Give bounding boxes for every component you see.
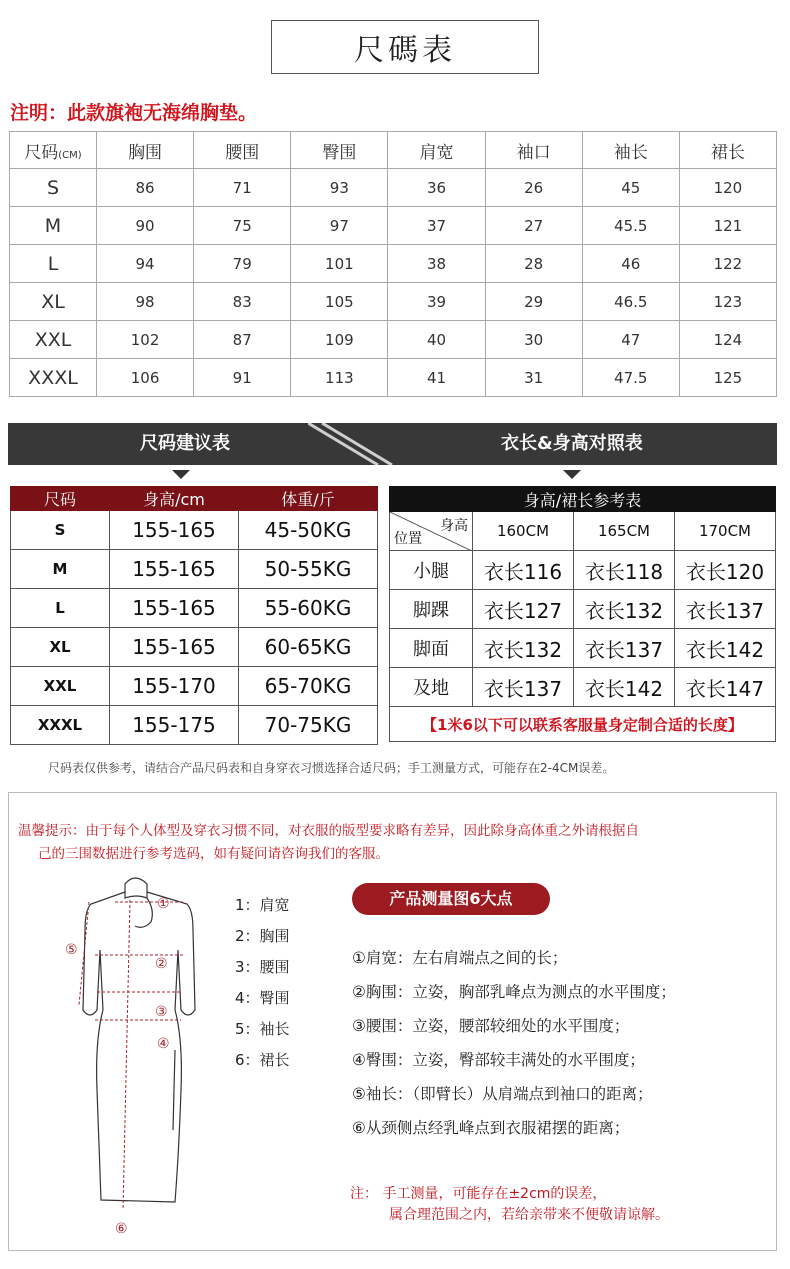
column-header: 165CM xyxy=(573,512,674,551)
legend-item: 6：裙长 xyxy=(235,1051,290,1069)
table-cell: 124 xyxy=(679,321,776,359)
legend-item: 5：袖长 xyxy=(235,1020,290,1038)
table-row xyxy=(10,245,777,283)
table-row xyxy=(10,359,777,397)
column-header: 160CM xyxy=(473,512,574,551)
table-row xyxy=(10,283,777,321)
table-cell: 28 xyxy=(485,245,582,283)
header-size-unit: (CM) xyxy=(58,149,82,161)
weight-cell: 55-60KG xyxy=(239,589,378,628)
table-cell: 106 xyxy=(97,359,194,397)
table-cell: 37 xyxy=(388,207,485,245)
position-cell: 脚踝 xyxy=(390,590,473,629)
table-cell: 71 xyxy=(194,169,291,207)
table-cell: 41 xyxy=(388,359,485,397)
size-cell: L xyxy=(10,245,97,283)
size-cell: XXXL xyxy=(10,359,97,397)
table-cell: 98 xyxy=(97,283,194,321)
size-cell: XL xyxy=(10,283,97,321)
table-cell: 40 xyxy=(388,321,485,359)
length-cell: 衣长142 xyxy=(573,668,674,707)
table-row xyxy=(10,169,777,207)
table-row xyxy=(390,551,776,590)
diagram-marker: ⑤ xyxy=(65,942,78,958)
size-cell: S xyxy=(10,169,97,207)
table-cell: 38 xyxy=(388,245,485,283)
height-cell: 155-170 xyxy=(110,667,239,706)
table-row xyxy=(390,590,776,629)
table-cell: 36 xyxy=(388,169,485,207)
table-row xyxy=(11,511,378,550)
size-cell: M xyxy=(11,550,110,589)
recommend-header-row xyxy=(11,487,378,511)
tips-line-2: 己的三围数据进行参考选码，如有疑问请咨询我们的客服。 xyxy=(38,846,389,862)
header-size-cell xyxy=(10,132,97,169)
length-cell: 衣长147 xyxy=(674,668,775,707)
table-row xyxy=(11,550,378,589)
size-cell: S xyxy=(11,511,110,550)
down-arrow-icon xyxy=(172,470,190,479)
weight-cell: 45-50KG xyxy=(239,511,378,550)
corner-top-label: 身高 xyxy=(440,518,468,534)
length-table-title: 身高/裙长参考表 xyxy=(390,487,776,512)
diagram-marker: ③ xyxy=(155,1004,168,1020)
header-cell: 袖长 xyxy=(582,132,679,169)
table-cell: 121 xyxy=(679,207,776,245)
weight-cell: 60-65KG xyxy=(239,628,378,667)
table-cell: 30 xyxy=(485,321,582,359)
length-cell: 衣长132 xyxy=(473,629,574,668)
banner-stripe-decoration xyxy=(308,423,428,465)
height-cell: 155-175 xyxy=(110,706,239,745)
table-cell: 45 xyxy=(582,169,679,207)
length-cell: 衣长132 xyxy=(573,590,674,629)
page-title: 尺碼表 xyxy=(271,20,539,74)
table-cell: 29 xyxy=(485,283,582,321)
table-cell: 39 xyxy=(388,283,485,321)
header-size-label: 尺码 xyxy=(24,142,59,163)
length-cell: 衣长116 xyxy=(473,551,574,590)
corner-bottom-label: 位置 xyxy=(394,531,422,547)
header-cell: 腰围 xyxy=(194,132,291,169)
header-cell: 尺码 xyxy=(11,487,110,511)
table-cell: 97 xyxy=(291,207,388,245)
size-cell: L xyxy=(11,589,110,628)
size-cell: XXL xyxy=(10,321,97,359)
length-cell: 衣长137 xyxy=(473,668,574,707)
size-cell: M xyxy=(10,207,97,245)
size-recommend-table xyxy=(10,486,378,745)
length-cell: 衣长137 xyxy=(573,629,674,668)
length-cell: 衣长120 xyxy=(674,551,775,590)
dress-outline xyxy=(83,878,195,1202)
table-cell: 27 xyxy=(485,207,582,245)
height-cell: 155-165 xyxy=(110,550,239,589)
length-table-title-row xyxy=(390,487,776,512)
table-cell: 75 xyxy=(194,207,291,245)
corner-diagonal-cell xyxy=(390,512,473,551)
header-cell: 臀围 xyxy=(291,132,388,169)
diagram-marker: ② xyxy=(155,956,168,972)
weight-cell: 70-75KG xyxy=(239,706,378,745)
height-cell: 155-165 xyxy=(110,628,239,667)
weight-cell: 65-70KG xyxy=(239,667,378,706)
warm-tips xyxy=(18,820,774,866)
header-cell: 肩宽 xyxy=(388,132,485,169)
banner-left-label: 尺码建议表 xyxy=(140,433,230,454)
length-cell: 衣长127 xyxy=(473,590,574,629)
table-row xyxy=(10,321,777,359)
table-cell: 105 xyxy=(291,283,388,321)
header-cell: 胸围 xyxy=(97,132,194,169)
legend-item: 4：臀围 xyxy=(235,989,290,1007)
banner-right-label: 衣长&身高对照表 xyxy=(501,433,643,454)
diagram-marker: ① xyxy=(157,896,170,912)
table-cell: 83 xyxy=(194,283,291,321)
table-cell: 109 xyxy=(291,321,388,359)
length-cell: 衣长118 xyxy=(573,551,674,590)
table-cell: 125 xyxy=(679,359,776,397)
legend-item: 1：肩宽 xyxy=(235,896,290,914)
header-cell: 袖口 xyxy=(485,132,582,169)
measure-desc-item: ③腰围：立姿，腰部较细处的水平围度； xyxy=(352,1017,630,1035)
table-cell: 46 xyxy=(582,245,679,283)
table-cell: 26 xyxy=(485,169,582,207)
size-cell: XXXL xyxy=(11,706,110,745)
measure-desc-item: ①肩宽：左右肩端点之间的长； xyxy=(352,949,568,967)
table-cell: 47 xyxy=(582,321,679,359)
length-height-table xyxy=(389,486,776,742)
measure-title-pill: 产品测量图6大点 xyxy=(352,883,550,915)
measure-desc-item: ⑥从颈侧点经乳峰点到衣服裙摆的距离； xyxy=(352,1119,630,1137)
table-cell: 45.5 xyxy=(582,207,679,245)
weight-cell: 50-55KG xyxy=(239,550,378,589)
measure-note-line-2: 属合理范围之内，若给亲带来不便敬请谅解。 xyxy=(389,1207,669,1223)
table-cell: 93 xyxy=(291,169,388,207)
tips-line-1: 温馨提示：由于每个人体型及穿衣习惯不同，对衣服的版型要求略有差异，因此除身高体重之外请根据自 xyxy=(18,823,639,839)
size-cell: XL xyxy=(11,628,110,667)
custom-length-note: 【1米6以下可以联系客服量身定制合适的长度】 xyxy=(390,707,776,742)
header-cell: 体重/斤 xyxy=(239,487,378,511)
table-cell: 47.5 xyxy=(582,359,679,397)
table-cell: 123 xyxy=(679,283,776,321)
legend-item: 2：胸围 xyxy=(235,927,290,945)
height-cell: 155-165 xyxy=(110,589,239,628)
header-cell: 身高/cm xyxy=(110,487,239,511)
table-row xyxy=(11,667,378,706)
table-row xyxy=(11,589,378,628)
position-cell: 小腿 xyxy=(390,551,473,590)
size-disclaimer: 尺码表仅供参考，请结合产品尺码表和自身穿衣习惯选择合适尺码；手工测量方式，可能存在2-4CM误差。 xyxy=(48,761,615,775)
height-cell: 155-165 xyxy=(110,511,239,550)
length-cell: 衣长137 xyxy=(674,590,775,629)
size-table-header-row xyxy=(10,132,777,169)
position-cell: 脚面 xyxy=(390,629,473,668)
table-cell: 87 xyxy=(194,321,291,359)
section-banner xyxy=(8,423,777,465)
diagram-marker: ④ xyxy=(157,1036,170,1052)
table-cell: 91 xyxy=(194,359,291,397)
table-row xyxy=(10,207,777,245)
table-cell: 79 xyxy=(194,245,291,283)
table-cell: 94 xyxy=(97,245,194,283)
header-cell: 裙长 xyxy=(679,132,776,169)
table-cell: 120 xyxy=(679,169,776,207)
size-table xyxy=(9,131,777,397)
table-row xyxy=(390,629,776,668)
table-cell: 122 xyxy=(679,245,776,283)
table-cell: 101 xyxy=(291,245,388,283)
table-cell: 86 xyxy=(97,169,194,207)
table-cell: 31 xyxy=(485,359,582,397)
dress-measurement-diagram xyxy=(55,870,225,1240)
measure-desc-item: ②胸围：立姿，胸部乳峰点为测点的水平围度； xyxy=(352,983,676,1001)
measure-desc-item: ④臀围：立姿，臀部较丰满处的水平围度； xyxy=(352,1051,645,1069)
table-cell: 46.5 xyxy=(582,283,679,321)
table-cell: 113 xyxy=(291,359,388,397)
legend-item: 3：腰围 xyxy=(235,958,290,976)
size-cell: XXL xyxy=(11,667,110,706)
position-cell: 及地 xyxy=(390,668,473,707)
table-row xyxy=(11,706,378,745)
measure-note-line-1: 注： 手工测量，可能存在±2cm的误差， xyxy=(350,1186,607,1202)
table-row xyxy=(11,628,378,667)
column-header: 170CM xyxy=(674,512,775,551)
length-cell: 衣长142 xyxy=(674,629,775,668)
custom-length-note-row xyxy=(390,707,776,742)
measure-desc-item: ⑤袖长：（即臂长）从肩端点到袖口的距离； xyxy=(352,1085,653,1103)
padding-note: 注明：此款旗袍无海绵胸垫。 xyxy=(10,102,258,124)
table-cell: 102 xyxy=(97,321,194,359)
down-arrow-icon xyxy=(563,470,581,479)
table-row xyxy=(390,668,776,707)
diagram-marker: ⑥ xyxy=(115,1221,128,1237)
table-cell: 90 xyxy=(97,207,194,245)
length-table-column-row xyxy=(390,512,776,551)
